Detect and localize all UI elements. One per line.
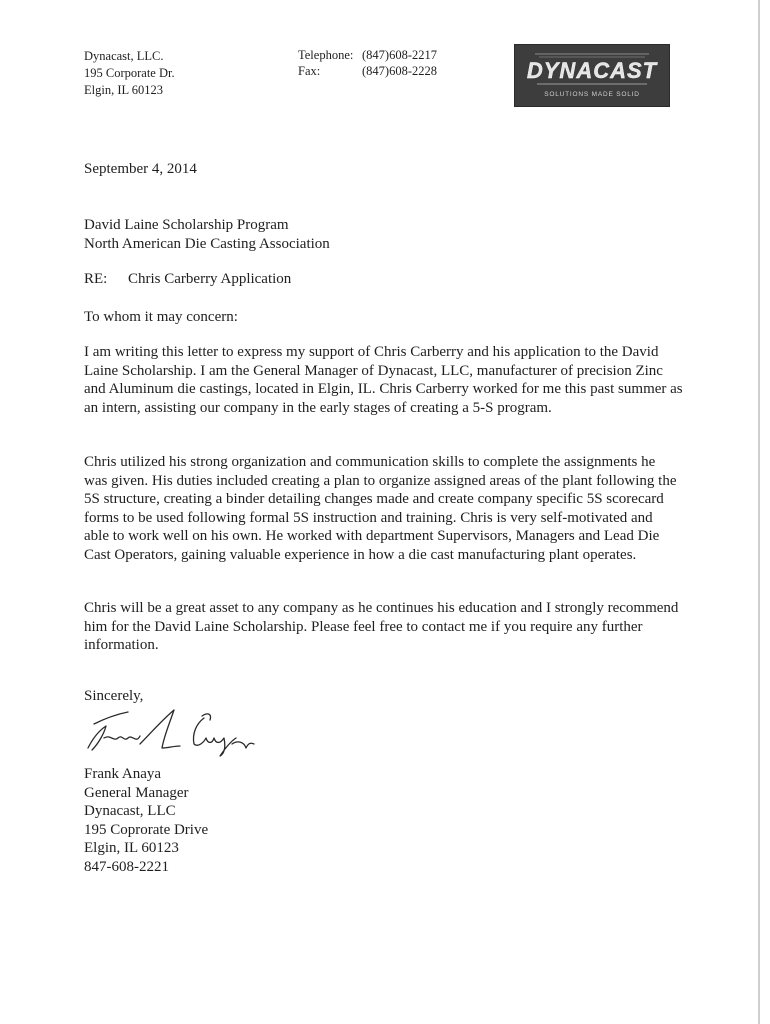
signer-name: Frank Anaya [84, 766, 162, 782]
recipient-line: North American Die Casting Association [84, 236, 330, 252]
dynacast-logo [514, 44, 670, 107]
sender-city: Elgin, IL 60123 [84, 83, 164, 97]
telephone-row [298, 47, 437, 63]
signer-city: Elgin, IL 60123 [84, 840, 179, 856]
signer-street: 195 Coprorate Drive [84, 821, 209, 838]
recipient-line: David Laine Scholarship Program [84, 217, 289, 233]
closing: Sincerely, [84, 688, 144, 704]
letter-date: September 4, 2014 [84, 161, 197, 177]
scan-edge-shadow [758, 0, 760, 1024]
signer-block [84, 765, 208, 876]
body-paragraph: Chris will be a great asset to any company as he continues his education and I strongly recommend him for the David Laine Scholarship. Please feel free to contact me if you require any further information. [84, 600, 679, 653]
re-line [84, 271, 291, 288]
logo-wordmark: DYNACAST [526, 58, 658, 83]
re-subject: Chris Carberry Application [128, 271, 292, 287]
telephone-number: (847)608-2217 [362, 48, 437, 62]
signer-phone: 847-608-2221 [84, 858, 169, 875]
logo-tagline: SOLUTIONS MADE SOLID [544, 91, 640, 98]
recipient-block [84, 216, 330, 254]
salutation: To whom it may concern: [84, 309, 238, 325]
fax-label: Fax: [298, 64, 321, 78]
re-label: RE: [84, 271, 108, 287]
logo-graphic [515, 45, 669, 106]
signer-title: General Manager [84, 784, 189, 801]
body-paragraph: Chris utilized his strong organization and communication skills to complete the assignments he was given. His duties included creating a plan to organize assigned areas of the plant following the 5S structure, creating a binder detailing changes made and create company specific 5S scorecard forms to be used following formal 5S instruction and training. Chris is very self-motivated and able to work well on his own. He worked with department Supervisors, Managers and Lead Die Cast Operators, gaining valuable experience in how a die cast manufacturing plant operates. [84, 454, 677, 563]
fax-row [298, 63, 437, 79]
sender-company: Dynacast, LLC. [84, 49, 164, 63]
sender-address [84, 48, 175, 99]
telephone-label: Telephone: [298, 48, 354, 62]
handwritten-signature [84, 704, 264, 760]
fax-number: (847)608-2228 [362, 64, 437, 78]
sender-street: 195 Corporate Dr. [84, 66, 175, 80]
signer-company: Dynacast, LLC [84, 803, 176, 819]
body-paragraph: I am writing this letter to express my support of Chris Carberry and his application to the David Laine Scholarship. I am the General Manager of Dynacast, LLC, manufacturer of precision Zinc and Aluminum die castings, located in Elgin, IL. Chris Carberry worked for me this past summer as an intern, assisting our company in the early stages of creating a 5-S program. [84, 344, 683, 416]
sender-contact [298, 47, 437, 79]
